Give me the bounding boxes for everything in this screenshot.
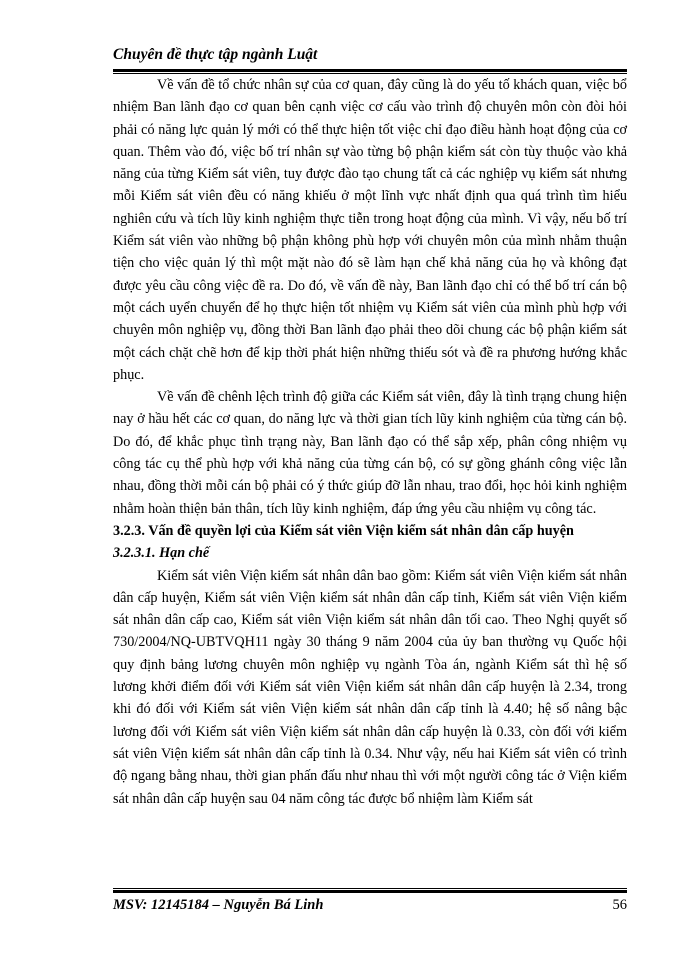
page-header bbox=[113, 44, 627, 66]
footer-student-info: MSV: 12145184 – Nguyễn Bá Linh bbox=[113, 897, 324, 913]
subsection-heading: 3.2.3.1. Hạn chế bbox=[113, 545, 210, 562]
body-paragraph: Về vấn đề chênh lệch trình độ giữa các Kiểm sát viên, đây là tình trạng chung hiện nay ở hầu hết các cơ quan, do năng lực và thời gian tích lũy kinh nghiệm của từng cán bộ. Do đó, để khắc phục tình trạng này, Ban lãnh đạo có thể sắp xếp, phân công nhiệm vụ công tác cụ thể phù hợp với khả năng của từng cán bộ, có sự gồng ghánh công việc lẫn nhau, đồng thời mỗi cán bộ phải có ý thức giúp đỡ lẫn nhau, trao đổi, học hỏi kinh nghiệm nhằm hoàn thiện bản thân, tích lũy kinh nghiệm, đáp ứng yêu cầu nhiệm vụ công tác. bbox=[113, 389, 627, 517]
footer-rule-thin bbox=[113, 888, 627, 889]
header-title: Chuyên đề thực tập ngành Luật bbox=[113, 46, 318, 63]
header-rule-thick bbox=[113, 69, 627, 72]
body-paragraph: Kiểm sát viên Viện kiểm sát nhân dân bao gồm: Kiểm sát viên Viện kiểm sát nhân dân cấp huyện, Kiểm sát viên Viện kiểm sát nhân dân cấp tỉnh, Kiểm sát viên Viện kiểm sát nhân dân cấp cao, Kiểm sát viên Viện kiểm sát nhân dân tối cao. Theo Nghị quyết số 730/2004/NQ-UBTVQH11 ngày 30 tháng 9 năm 2004 của ủy ban thường vụ Quốc hội quy định bảng lương chuyên môn nghiệp vụ ngành Tòa án, ngành Kiểm sát thì hệ số lương khởi điểm đối với Kiểm sát viên Viện kiểm sát nhân dân cấp huyện là 2.34, trong khi đó đối với Kiểm sát viên Viện kiểm sát nhân dân cấp tỉnh là 4.40; hệ số nâng bậc lương đối với Kiểm sát viên Viện kiểm sát nhân dân cấp huyện là 0.33, còn đối với kiểm sát viên Viện kiểm sát nhân dân cấp tỉnh là 0.34. Như vậy, nếu hai Kiểm sát viên có trình độ ngang bằng nhau, thời gian phấn đấu như nhau thì với một người công tác ở Viện kiểm sát nhân dân cấp huyện sau 04 năm công tác được bổ nhiệm làm Kiểm sát bbox=[113, 567, 627, 807]
page-number: 56 bbox=[612, 897, 627, 913]
body-paragraph: Về vấn đề tổ chức nhân sự của cơ quan, đây cũng là do yếu tố khách quan, việc bổ nhiệm Ban lãnh đạo cơ quan bên cạnh việc cơ cấu vào trình độ chuyên môn còn đòi hỏi phải có năng lực quản lý mới có thể thực hiện tốt việc chỉ đạo điều hành hoạt động của cơ quan. Thêm vào đó, việc bố trí nhân sự vào từng bộ phận kiểm sát còn tùy thuộc vào khả năng của từng Kiểm sát viên, tuy được đào tạo chung tất cả các nghiệp vụ kiểm sát nhưng mỗi Kiểm sát viên đều có năng khiếu ở một lĩnh vực nhất định qua quá trình tìm hiểu nghiên cứu và tích lũy kinh nghiệm thực tiễn trong hoạt động của mình. Vì vậy, nếu bố trí Kiểm sát viên vào những bộ phận không phù hợp với chuyên môn của mình nhằm thuận tiện cho việc quản lý thì một mặt nào đó sẽ làm hạn chế khả năng của họ và không đạt được yêu cầu công việc đề ra. Do đó, về vấn đề này, Ban lãnh đạo chỉ có thể bố trí cán bộ một cách uyển chuyển để họ thực hiện tốt nhiệm vụ Kiểm sát viên của mình phù hợp với chuyên môn nghiệp vụ, đồng thời Ban lãnh đạo phải theo dõi chung các bộ phận kiểm sát một cách chặt chẽ hơn để kịp thời phát hiện những thiếu sót và đề ra phương hướng khắc phục. bbox=[113, 77, 627, 383]
footer-rule-thick bbox=[113, 890, 627, 893]
section-heading: 3.2.3. Vấn đề quyền lợi của Kiểm sát viên Viện kiểm sát nhân dân cấp huyện bbox=[113, 522, 574, 539]
page-footer bbox=[113, 895, 627, 915]
page-body bbox=[113, 74, 627, 810]
